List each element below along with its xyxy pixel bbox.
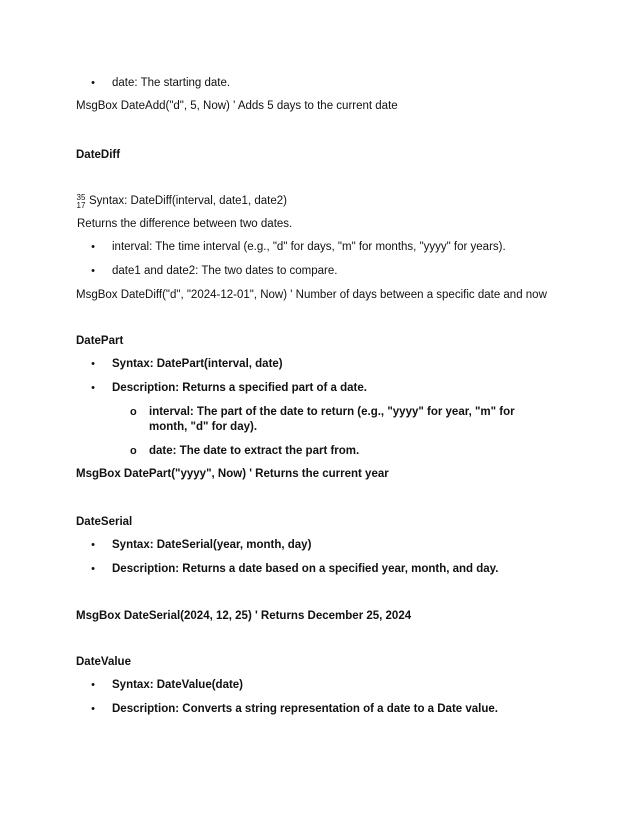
list-item-syntax-datevalue: Syntax: DateValue(date) <box>112 679 244 691</box>
list-item-desc-datevalue: Description: Converts a string representation of a date to a Date value. <box>112 703 498 715</box>
calendar-icon-text: 35 17 <box>76 193 86 210</box>
heading-datevalue: DateValue <box>76 656 131 668</box>
heading-dateserial: DateSerial <box>76 516 133 528</box>
sub-bullet-marker: o <box>130 406 137 418</box>
list-item-syntax-datepart: Syntax: DatePart(interval, date) <box>112 358 283 370</box>
description-datediff: Returns the difference between two dates. <box>77 218 293 230</box>
syntax-datediff: Syntax: DateDiff(interval, date1, date2) <box>89 195 287 207</box>
list-item-interval-diff: interval: The time interval (e.g., "d" for days, "m" for months, "yyyy" for years). <box>112 241 506 253</box>
bullet-marker: • <box>91 679 95 691</box>
bullet-marker: • <box>91 265 95 277</box>
bullet-marker: • <box>91 358 95 370</box>
sub-bullet-marker: o <box>130 445 137 457</box>
sub-item-date-datepart: date: The date to extract the part from. <box>149 445 360 457</box>
list-item-desc-datepart: Description: Returns a specified part of a date. <box>112 382 367 394</box>
list-item-syntax-dateserial: Syntax: DateSerial(year, month, day) <box>112 539 312 551</box>
list-item-date-start: date: The starting date. <box>112 77 231 89</box>
bullet-marker: • <box>91 563 95 575</box>
sub-item-interval-datepart: interval: The part of the date to return (e.g., "yyyy" for year, "m" for month, "d" for day). <box>149 406 515 433</box>
code-line-datepart: MsgBox DatePart("yyyy", Now) ' Returns the current year <box>76 468 389 480</box>
list-item-desc-dateserial: Description: Returns a date based on a specified year, month, and day. <box>112 563 499 575</box>
bullet-marker: • <box>91 241 95 253</box>
code-line-datediff: MsgBox DateDiff("d", "2024-12-01", Now) ' Number of days between a specific date and now <box>76 289 547 301</box>
bullet-marker: • <box>91 703 95 715</box>
code-line-dateadd: MsgBox DateAdd("d", 5, Now) ' Adds 5 days to the current date <box>76 100 398 112</box>
bullet-marker: • <box>91 77 95 89</box>
heading-datepart: DatePart <box>76 335 124 347</box>
code-line-dateserial: MsgBox DateSerial(2024, 12, 25) ' Returns December 25, 2024 <box>76 610 412 622</box>
bullet-marker: • <box>91 539 95 551</box>
bullet-marker: • <box>91 382 95 394</box>
calendar-icon <box>76 194 86 210</box>
heading-datediff: DateDiff <box>76 149 121 161</box>
list-item-date1-date2: date1 and date2: The two dates to compare. <box>112 265 338 277</box>
